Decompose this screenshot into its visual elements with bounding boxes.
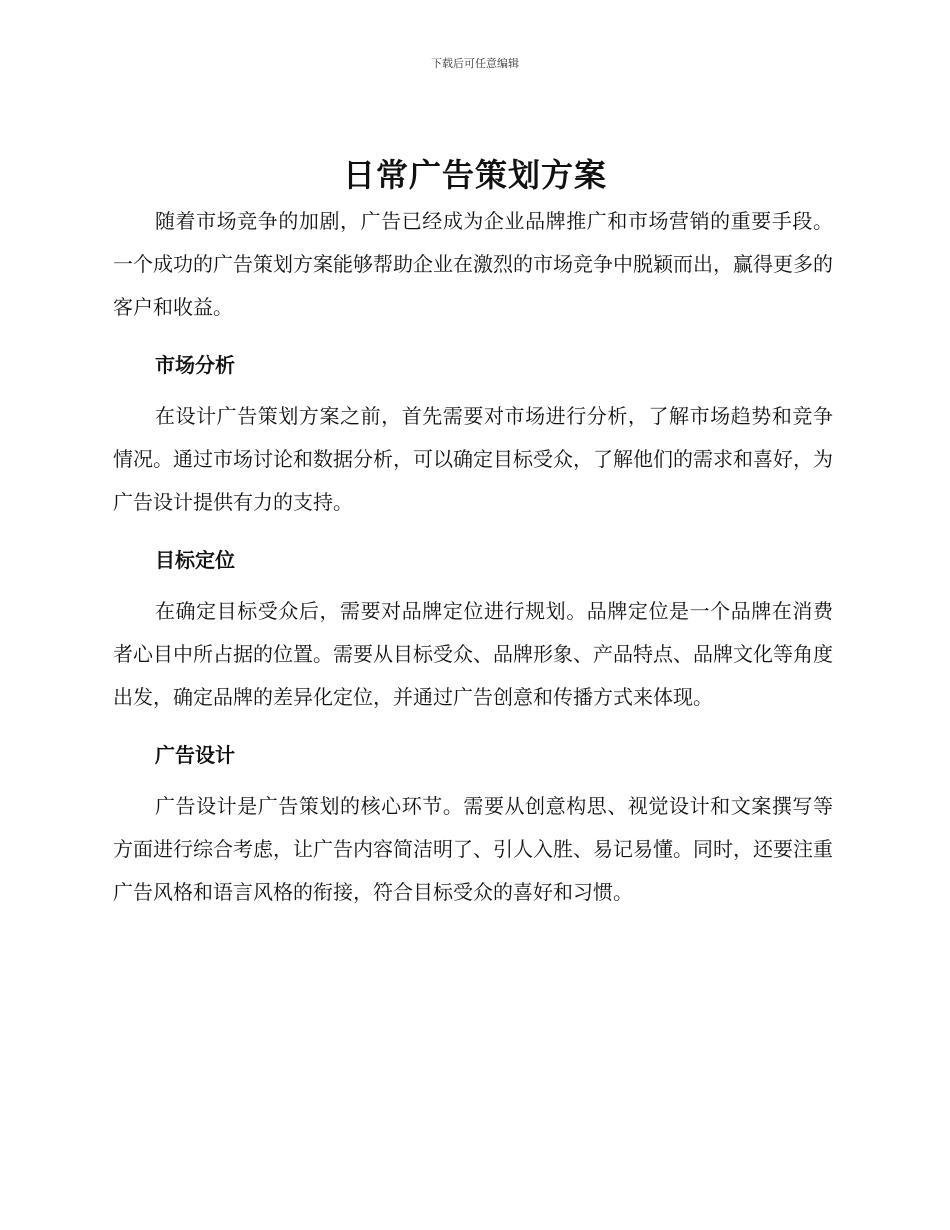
section-heading-target-positioning: 目标定位: [155, 548, 235, 572]
section-body-ad-design: 广告设计是广告策划的核心环节。需要从创意构思、视觉设计和文案撰写等方面进行综合考虑，让广告内容简洁明了、引人入胜、易记易懂。同时，还要注重广告风格和语言风格的衔接，符合目标受众的喜好和习惯。: [113, 794, 833, 904]
section-heading-market-analysis: 市场分析: [155, 353, 235, 377]
section-body-target-positioning: 在确定目标受众后，需要对品牌定位进行规划。品牌定位是一个品牌在消费者心目中所占据的位置。需要从目标受众、品牌形象、产品特点、品牌文化等角度出发，确定品牌的差异化定位，并通过广告创意和传播方式来体现。: [113, 599, 833, 709]
document-body: [113, 200, 833, 914]
header-note: 下载后可任意编辑: [431, 57, 519, 70]
section-body-market-analysis: 在设计广告策划方案之前，首先需要对市场进行分析，了解市场趋势和竞争情况。通过市场讨论和数据分析，可以确定目标受众，了解他们的需求和喜好，为广告设计提供有力的支持。: [113, 404, 833, 514]
document-title: 日常广告策划方案: [342, 156, 607, 194]
section-heading-ad-design: 广告设计: [155, 743, 235, 767]
intro-paragraph: 随着市场竞争的加剧，广告已经成为企业品牌推广和市场营销的重要手段。一个成功的广告策划方案能够帮助企业在激烈的市场竞争中脱颖而出，赢得更多的客户和收益。: [113, 209, 833, 319]
